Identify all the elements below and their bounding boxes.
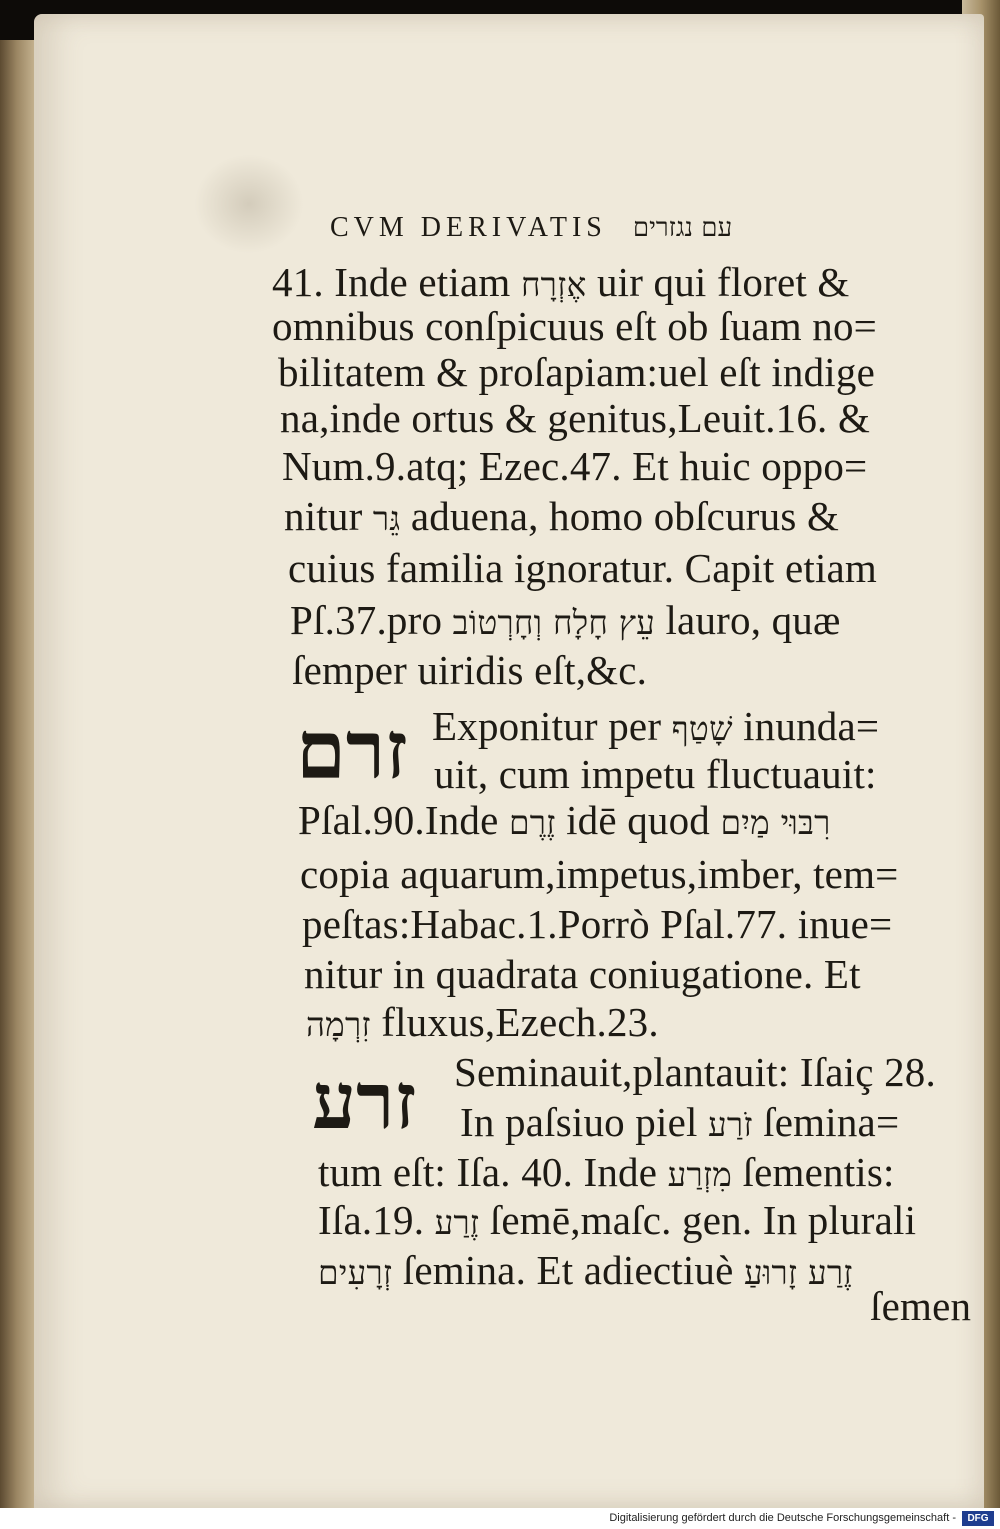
hebrew-word: שָׁטַף [671,709,733,748]
hebrew-word: זְרָעִים [318,1253,393,1292]
line-text: uit, cum impetu fluctuauit: [434,751,877,797]
running-head [330,212,732,244]
line-text: lauro, quæ [665,597,841,643]
line-text: omnibus conſpicuus eſt ob ſuam no= [272,303,878,349]
text-line [454,1049,936,1095]
footer-credit: Digitalisierung gefördert durch die Deutsche Forschungsgemeinschaft - [609,1512,956,1524]
running-head-latin: CVM DERIVATIS [330,212,607,243]
line-text: fluxus,Ezech.23. [381,999,659,1045]
text-line [318,1197,917,1243]
hebrew-phrase: רִבּוּי מַיִם [720,803,831,842]
text-line [460,1099,900,1145]
text-line [318,1247,853,1293]
hebrew-word: זֶרֶם [509,803,556,842]
text-line [278,349,875,395]
text-line [318,1149,895,1195]
hebrew-word: זֹרַע [708,1105,753,1144]
text-line [302,901,893,947]
line-text: idē quod [566,797,711,843]
line-text: Pſ.37.pro [290,597,443,643]
hebrew-phrase: זֶרַע זָרוּעַ [743,1253,853,1292]
line-text: na,inde ortus & genitus,Leuit.16. & [280,395,871,441]
line-text: ſementis: [742,1149,895,1195]
line-text: Pſal.90.Inde [298,797,499,843]
hebrew-word: זֶרַע [434,1203,480,1242]
line-text: nitur [284,493,363,539]
line-text: tum eſt: Iſa. 40. Inde [318,1149,658,1195]
line-text: nitur in quadrata coniugatione. Et [304,951,861,997]
text-line [272,303,878,349]
text-line [272,259,850,305]
hebrew-phrase: עֵץ חָלָח וְחָרְטוֹב [452,603,656,642]
line-text: ſemina. Et adiectiuè [402,1247,734,1293]
text-line [306,999,659,1045]
line-text: inunda= [743,703,880,749]
line-text: Num.9.atq; Ezec.47. Et huic oppo= [282,443,868,489]
line-text: peſtas:Habac.1.Porrò Pſal.77. inue= [302,901,893,947]
text-line [434,751,877,797]
line-text: uir qui floret & [596,259,850,305]
line-text: ſemē,maſc. gen. In plurali [489,1197,917,1243]
text-line [282,443,868,489]
line-text: ſemper uiridis eſt,&c. [292,647,648,693]
paper-stain [194,154,304,254]
text-line [870,1283,972,1329]
footer-bar [0,1508,1000,1529]
hebrew-word: אֶזְרָח [520,265,587,304]
line-text: copia aquarum,impetus,imber, tem= [300,851,899,897]
text-line [290,597,841,643]
line-text: In paſsiuo piel [460,1099,698,1145]
line-text: ſemina= [763,1099,900,1145]
text-line [432,703,880,749]
text-line [280,395,871,441]
line-text: bilitatem & proſapiam:uel eſt indige [278,349,875,395]
line-text: Exponitur per [432,703,662,749]
line-text: cuius familia ignoratur. Capit etiam [288,545,878,591]
text-line [292,647,648,693]
catchword: ſemen [870,1283,972,1329]
text-line [284,493,840,539]
running-head-hebrew: עם נגזרים [632,213,733,243]
line-text: 41. Inde etiam [272,259,511,305]
text-line [288,545,878,591]
line-text: aduena, homo obſcurus & [410,493,840,539]
hebrew-word: זִרְמָה [306,1005,371,1044]
headword-zara: זרע [312,1056,417,1147]
hebrew-word: גֵּר [372,499,401,538]
text-line [304,951,861,997]
text-line [298,797,831,843]
headword-zeram: זרם [296,703,408,797]
text-line [300,851,899,897]
hebrew-word: מִזְרַע [667,1155,733,1194]
dfg-logo: DFG [962,1511,994,1526]
line-text: Seminauit,plantauit: Iſaiç 28. [454,1049,936,1095]
line-text: Iſa.19. [318,1197,425,1243]
